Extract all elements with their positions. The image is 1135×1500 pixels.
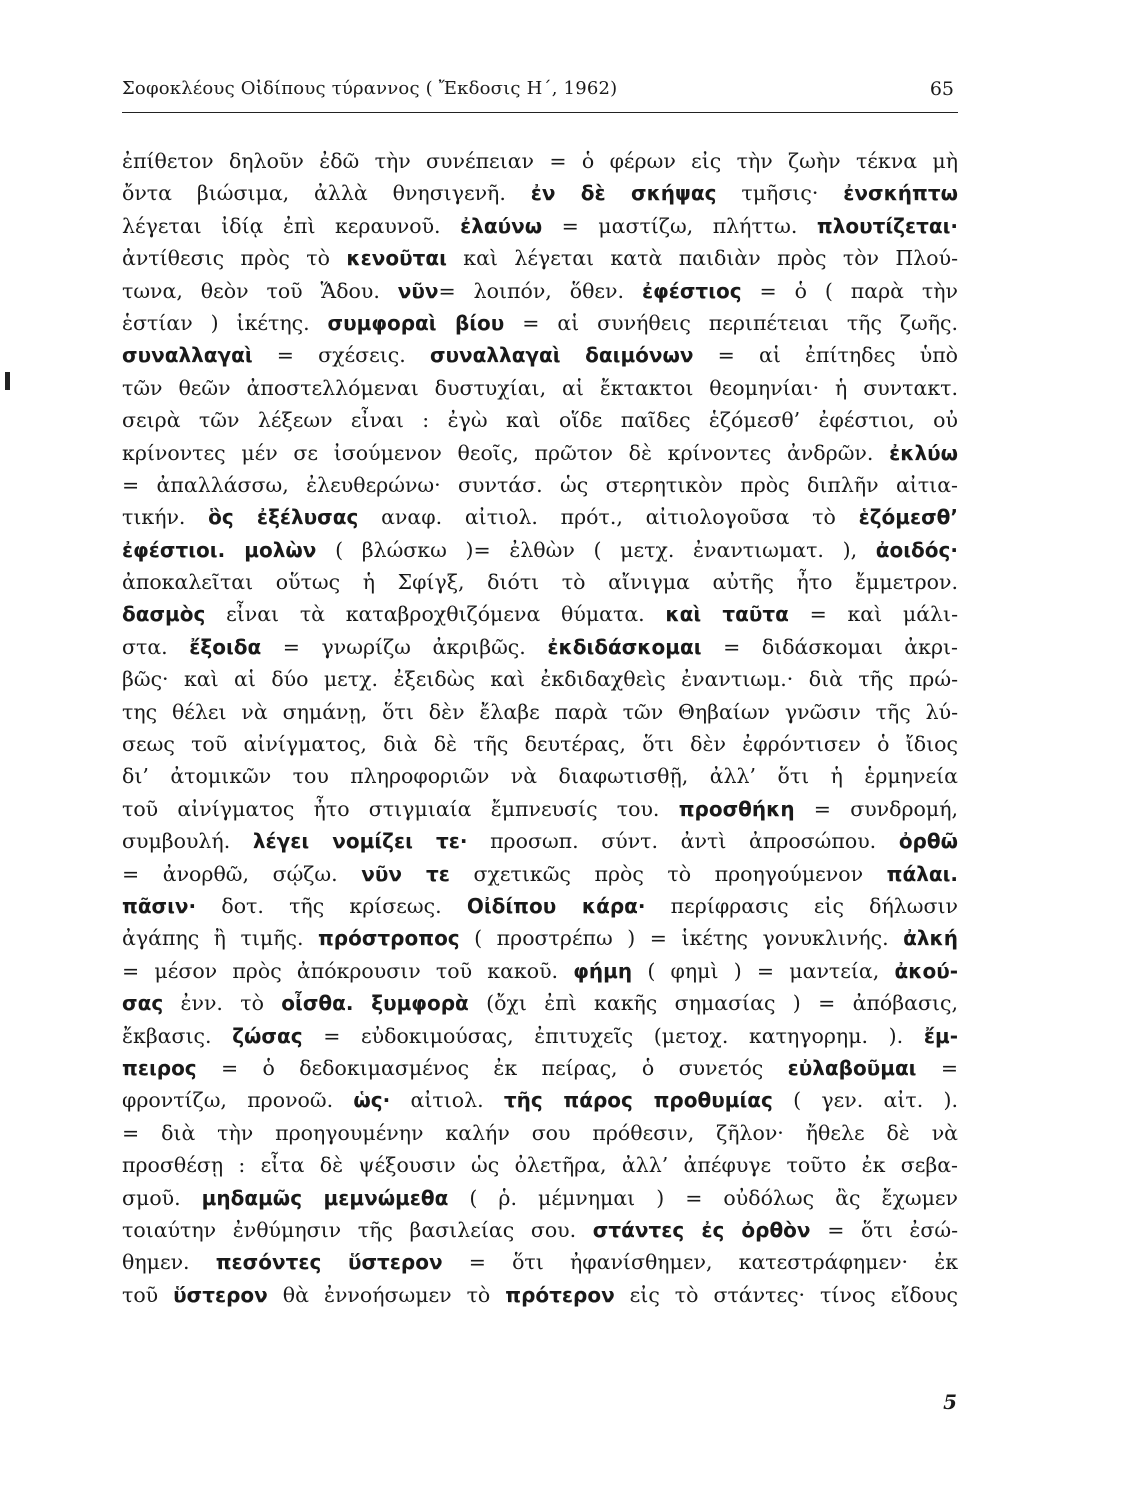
bold-term: ἔξοιδα (189, 634, 262, 659)
text-run: (ὄχι ἐπὶ κακῆς σημασίας ) = ἀπόβασις, (468, 991, 958, 1016)
text-run: δοτ. τῆς κρίσεως. (196, 893, 467, 918)
page-number: 65 (929, 78, 954, 100)
bold-term: ἀλκή (903, 926, 958, 951)
text-line (122, 469, 958, 501)
margin-mark (5, 372, 10, 390)
text-run: = λοιπόν, ὅθεν. (438, 278, 642, 303)
text-line (122, 1084, 958, 1116)
text-run: τμῆσις· (716, 181, 844, 206)
text-run: = μαστίζω, πλήττω. (542, 213, 817, 238)
text-line (122, 1246, 958, 1278)
text-run: = καὶ μάλι- (788, 602, 958, 627)
text-run: εἶναι τὰ καταβροχθιζόμενα θύματα. (205, 602, 666, 627)
bold-term: στάντες ἐς ὀρθὸν (592, 1217, 811, 1242)
text-line (122, 404, 958, 436)
bold-term: εὐλαβοῦμαι (787, 1055, 917, 1080)
bold-term: ὃς ἐξέλυσας (208, 505, 359, 530)
text-run: = διὰ τὴν προηγουμένην καλήν σου πρόθεσιν, ζῆλον· ἤθελε δὲ νὰ (122, 1120, 958, 1145)
text-run: τοιαύτην ἐνθύμησιν τῆς βασιλείας σου. (122, 1217, 593, 1242)
bold-term: συναλλαγαὶ (122, 343, 253, 368)
text-run: = σχέσεις. (252, 343, 430, 368)
text-run: τωνα, θεὸν τοῦ Ἅδου. (122, 278, 398, 303)
text-run: της θέλει νὰ σημάνῃ, ὅτι δὲν ἔλαβε παρὰ τῶν Θηβαίων γνῶσιν τῆς λύ- (122, 699, 958, 724)
bold-term: νῦν (397, 278, 439, 303)
text-line (122, 307, 958, 339)
text-run: = ἀνορθῶ, σῴζω. (122, 861, 362, 886)
text-line (122, 177, 958, 209)
text-line (122, 534, 958, 566)
text-run: δι’ ἀτομικῶν του πληροφοριῶν νὰ διαφωτισθῇ, ἀλλ’ ὅτι ἡ ἑρμηνεία (122, 764, 958, 789)
text-run: = ὅτι ἠφανίσθημεν, κατεστράφημεν· ἐκ (442, 1250, 959, 1275)
text-run: λέγεται ἰδίᾳ ἐπὶ κεραυνοῦ. (122, 213, 461, 238)
text-run: κρίνοντες μέν σε ἰσούμενον θεοῖς, πρῶτον δὲ κρίνοντες ἀνδρῶν. (122, 440, 890, 465)
text-run: τικήν. (122, 505, 209, 530)
bold-term: ἐλαύνω (460, 213, 543, 238)
text-line (122, 890, 958, 922)
bold-term: οἶσθα. ξυμφορὰ (281, 991, 469, 1016)
text-run: = ὅτι ἐσώ- (810, 1217, 959, 1242)
text-run: σεως τοῦ αἰνίγματος, διὰ δὲ τῆς δευτέρας, ὅτι δὲν ἐφρόντισεν ὁ ἴδιος (122, 732, 958, 757)
text-run: σχετικῶς πρὸς τὸ προηγούμενον (449, 861, 887, 886)
text-run: = γνωρίζω ἀκριβῶς. (261, 634, 548, 659)
text-line (122, 1149, 958, 1181)
bold-term: λέγει νομίζει τε· (252, 829, 468, 854)
page-header (122, 78, 958, 113)
text-line (122, 1214, 958, 1246)
text-line (122, 760, 958, 792)
bold-term: ἐφέστιοι. μολὼν (122, 537, 317, 562)
text-run: = αἱ ἐπίτηδες ὑπὸ (693, 343, 959, 368)
text-run: τοῦ (122, 1282, 174, 1307)
bold-term: φήμη (573, 958, 633, 983)
bold-term: πᾶσιν· (122, 893, 197, 918)
text-run: ἑστίαν ) ἱκέτης. (122, 310, 328, 335)
text-run: συμβουλή. (122, 829, 253, 854)
text-run: = συνδρομή, (794, 796, 958, 821)
bold-term: πάλαι. (886, 861, 958, 886)
text-line (122, 210, 958, 242)
text-run: = διδάσκομαι ἀκρι- (701, 634, 958, 659)
text-line (122, 793, 958, 825)
text-run: φροντίζω, προνοῶ. (122, 1088, 354, 1113)
text-line (122, 372, 958, 404)
text-line (122, 663, 958, 695)
text-line (122, 275, 958, 307)
text-run: ἀποκαλεῖται οὕτως ἡ Σφίγξ, διότι τὸ αἴνιγμα αὐτῆς ἦτο ἔμμετρον. (122, 570, 958, 595)
text-run: τῶν θεῶν ἀποστελλόμεναι δυστυχίαι, αἱ ἔκτακτοι θεομηνίαι· ἡ συντακτ. (122, 375, 958, 400)
bold-term: ἑζόμεσθ’ (858, 505, 959, 530)
bold-term: ὕστερον (173, 1282, 268, 1307)
bold-term: ἐν δὲ σκήψας (530, 181, 717, 206)
text-run: θημεν. (122, 1250, 216, 1275)
text-run: βῶς· καὶ αἱ δύο μετχ. ἐξειδὼς καὶ ἐκδιδαχθεὶς ἐναντιωμ.· διὰ τῆς πρώ- (122, 667, 958, 692)
bold-term: νῦν τε (361, 861, 450, 886)
bold-term: Οἰδίπου κάρα· (466, 893, 646, 918)
bold-term: ἐφέστιος (641, 278, 742, 303)
bold-term: ζώσας (232, 1023, 303, 1048)
bold-term: σας (122, 991, 164, 1016)
text-run: εἰς τὸ στάντες· τίνος εἴδους (614, 1282, 958, 1307)
text-line (122, 696, 958, 728)
bold-term: πεσόντες ὕστερον (215, 1250, 443, 1275)
text-run: ἐνν. τὸ (163, 991, 282, 1016)
bold-term: ἐκδιδάσκομαι (547, 634, 702, 659)
text-run: = εὐδοκιμούσας, ἐπιτυχεῖς (μετοχ. κατηγορημ. ). (302, 1023, 924, 1048)
text-line (122, 1020, 958, 1052)
text-run: περίφρασις εἰς δήλωσιν (645, 893, 958, 918)
text-run: ἐπίθετον δηλοῦν ἐδῶ τὴν συνέπειαν = ὁ φέρων εἰς τὴν ζωὴν τέκνα μὴ (122, 149, 958, 173)
bold-term: κενοῦται (346, 246, 447, 271)
text-run: ( βλώσκω )= ἐλθὼν ( μετχ. ἐναντιωματ. ), (316, 537, 876, 562)
text-run: ἀντίθεσις πρὸς τὸ (122, 246, 347, 271)
bold-term: καὶ ταῦτα (665, 602, 789, 627)
text-run: σειρὰ τῶν λέξεων εἶναι : ἐγὼ καὶ οἵδε παῖδες ἑζόμεσθ’ ἐφέστιοι, οὐ (122, 408, 958, 433)
text-run: = ὁ δεδοκιμασμένος ἐκ πείρας, ὁ συνετός (196, 1055, 788, 1080)
text-line (122, 955, 958, 987)
text-run: προσωπ. σύντ. ἀντὶ ἀπροσώπου. (467, 829, 899, 854)
text-line (122, 1052, 958, 1084)
text-run: αναφ. αἰτιολ. πρότ., αἰτιολογοῦσα τὸ (358, 505, 859, 530)
text-line (122, 1279, 958, 1311)
text-line (122, 437, 958, 469)
bold-term: προσθήκη (678, 796, 795, 821)
text-line (122, 858, 958, 890)
bold-term: ἔμ- (923, 1023, 958, 1048)
running-title: Σοφοκλέους Οἰδίπους τύραννος ( Ἔκδοσις Η΄, 1962) (122, 78, 618, 99)
commentary-text (122, 145, 958, 1311)
text-run: = αἱ συνήθεις περιπέτειαι τῆς ζωῆς. (504, 310, 958, 335)
bold-term: πρόστροπος (317, 926, 460, 951)
text-line (122, 631, 958, 663)
text-run: τοῦ αἰνίγματος ἦτο στιγμιαία ἔμπνευσίς του. (122, 796, 679, 821)
bold-term: πρότερον (505, 1282, 615, 1307)
text-run: ( γεν. αἰτ. ). (772, 1088, 958, 1113)
text-run: ἔκβασις. (122, 1023, 233, 1048)
bold-term: ὀρθῶ (898, 829, 958, 854)
text-run: καὶ λέγεται κατὰ παιδιὰν πρὸς τὸν Πλού- (446, 246, 958, 271)
text-run: ἀγάπης ἢ τιμῆς. (122, 926, 318, 951)
text-run: προσθέσῃ : εἶτα δὲ ψέξουσιν ὡς ὀλετῆρα, ἀλλ’ ἀπέφυγε τοῦτο ἐκ σεβα- (122, 1153, 958, 1178)
bold-term: ἐκλύω (889, 440, 958, 465)
bold-term: πλουτίζεται· (816, 213, 958, 238)
text-run: ( φημὶ ) = μαντεία, (632, 958, 895, 983)
text-line (122, 987, 958, 1019)
signature-mark: 5 (943, 1390, 957, 1414)
bold-term: ὡς· (353, 1088, 391, 1113)
bold-term: συναλλαγαὶ δαιμόνων (429, 343, 694, 368)
text-run: αἰτιολ. (390, 1088, 504, 1113)
bold-term: ἀκού- (894, 958, 958, 983)
bold-term: πειρος (122, 1055, 197, 1080)
text-run: ( προστρέπω ) = ἱκέτης γονυκλινής. (459, 926, 904, 951)
text-run: = (916, 1055, 958, 1080)
bold-term: ἀοιδός· (875, 537, 958, 562)
text-line (122, 145, 958, 177)
text-line (122, 728, 958, 760)
text-run: σμοῦ. (122, 1185, 202, 1210)
bold-term: μηδαμῶς μεμνώμεθα (201, 1185, 449, 1210)
text-run: = ἀπαλλάσσω, ἐλευθερώνω· συντάσ. ὡς στερητικὸν πρὸς διπλῆν αἰτια- (122, 472, 958, 497)
bold-term: δασμὸς (122, 602, 206, 627)
text-line (122, 598, 958, 630)
text-run: = μέσον πρὸς ἀπόκρουσιν τοῦ κακοῦ. (122, 958, 574, 983)
text-run: θὰ ἐννοήσωμεν τὸ (267, 1282, 506, 1307)
text-run: ( ῥ. μέμνημαι ) = οὐδόλως ἂς ἔχωμεν (448, 1185, 958, 1210)
text-line (122, 825, 958, 857)
text-line (122, 566, 958, 598)
text-line (122, 501, 958, 533)
text-line (122, 339, 958, 371)
text-line (122, 1182, 958, 1214)
text-line (122, 922, 958, 954)
text-run: στα. (122, 634, 190, 659)
text-line (122, 1117, 958, 1149)
text-run: ὄντα βιώσιμα, ἀλλὰ θνησιγενῆ. (122, 181, 531, 206)
text-line (122, 242, 958, 274)
bold-term: τῆς πάρος προθυμίας (503, 1088, 773, 1113)
bold-term: ἐνσκήπτω (843, 181, 958, 206)
text-run: = ὁ ( παρὰ τὴν (741, 278, 958, 303)
bold-term: συμφοραὶ βίου (327, 310, 505, 335)
